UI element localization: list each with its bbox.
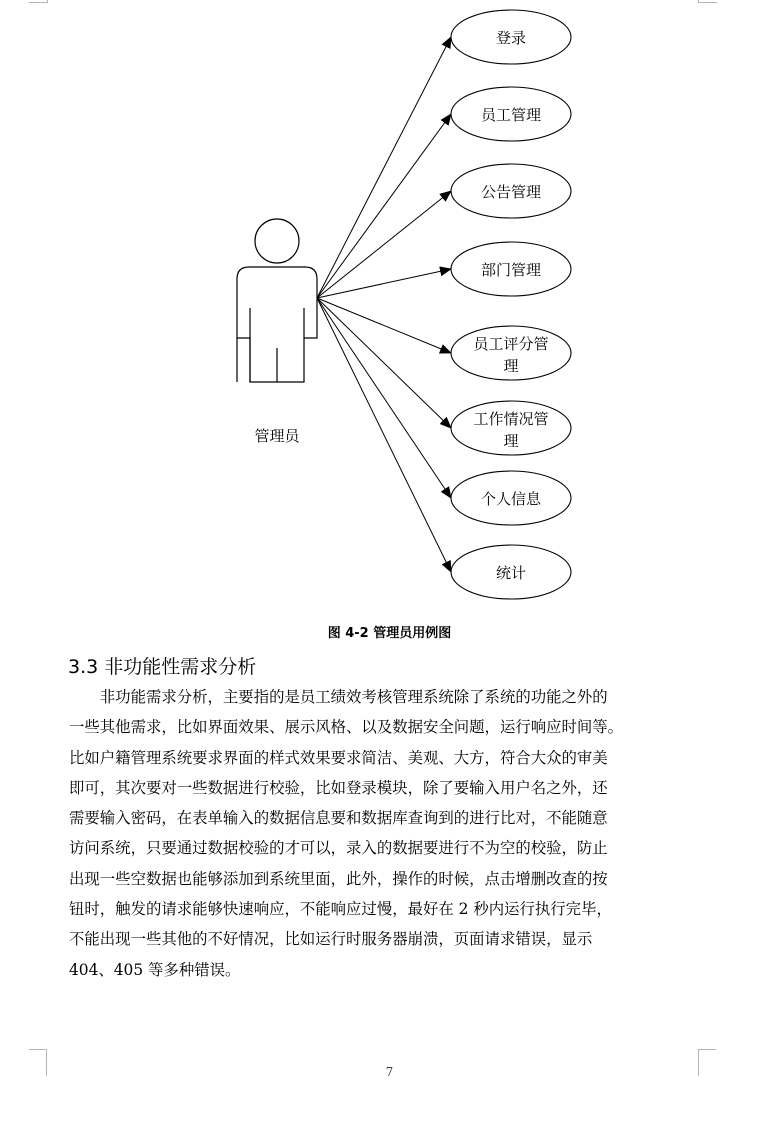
paragraph-line: 需要输入密码，在表单输入的数据信息要和数据库查询到的进行比对，不能随意: [69, 809, 608, 828]
body-paragraph: [69, 682, 699, 985]
paragraph-line: 访问系统，只要通过数据校验的才可以，录入的数据要进行不为空的校验，防止: [69, 839, 608, 858]
paragraph-line: 即可，其次要对一些数据进行校验，比如登录模块，除了要输入用户名之外，还: [69, 778, 608, 797]
use-case-label: 统计: [495, 564, 527, 582]
association-arrow: [317, 298, 451, 572]
paragraph-line: 404、405 等多种错误。: [69, 960, 241, 979]
use-case-label: 员工评分管: [473, 335, 549, 353]
use-case-label: 工作情况管: [473, 410, 549, 428]
association-arrow: [317, 114, 451, 298]
use-case-label: 理: [503, 357, 519, 375]
actor-head: [255, 219, 299, 263]
paragraph-line: 比如户籍管理系统要求界面的样式效果要求简洁、美观、大方，符合大众的审美: [69, 748, 608, 767]
paragraph-line: 出现一些空数据也能够添加到系统里面，此外，操作的时候，点击增删改查的按: [69, 869, 608, 888]
association-arrow: [317, 298, 451, 498]
use-case-label: 部门管理: [480, 261, 542, 279]
section-heading: 3.3 非功能性需求分析: [68, 656, 257, 678]
use-case-label: 员工管理: [480, 106, 542, 124]
paragraph-line: 非功能需求分析，主要指的是员工绩效考核管理系统除了系统的功能之外的: [69, 688, 608, 706]
association-arrow: [317, 298, 451, 428]
use-case-label: 个人信息: [480, 490, 542, 508]
association-arrow: [317, 269, 451, 298]
association-arrow: [317, 298, 451, 353]
actor-figure: [237, 219, 317, 382]
figure-caption: 图 4-2 管理员用例图: [327, 626, 452, 641]
paragraph-line: 钮时，触发的请求能够快速响应，不能响应过慢，最好在 2 秒内运行执行完毕，: [69, 900, 612, 919]
use-case-label: 登录: [495, 29, 527, 47]
use-case-label: 公告管理: [480, 183, 542, 201]
use-case-group: [451, 10, 571, 599]
page-number: 7: [385, 1065, 394, 1079]
association-arrow: [317, 37, 451, 298]
paragraph-line: 一些其他需求，比如界面效果、展示风格、以及数据安全问题，运行响应时间等。: [69, 718, 624, 737]
actor-label: 管理员: [254, 427, 300, 445]
association-arrows: [317, 37, 451, 572]
use-case-label: 理: [503, 432, 519, 450]
association-arrow: [317, 191, 451, 298]
paragraph-line: 不能出现一些其他的不好情况，比如运行时服务器崩溃，页面请求错误，显示: [69, 930, 593, 949]
